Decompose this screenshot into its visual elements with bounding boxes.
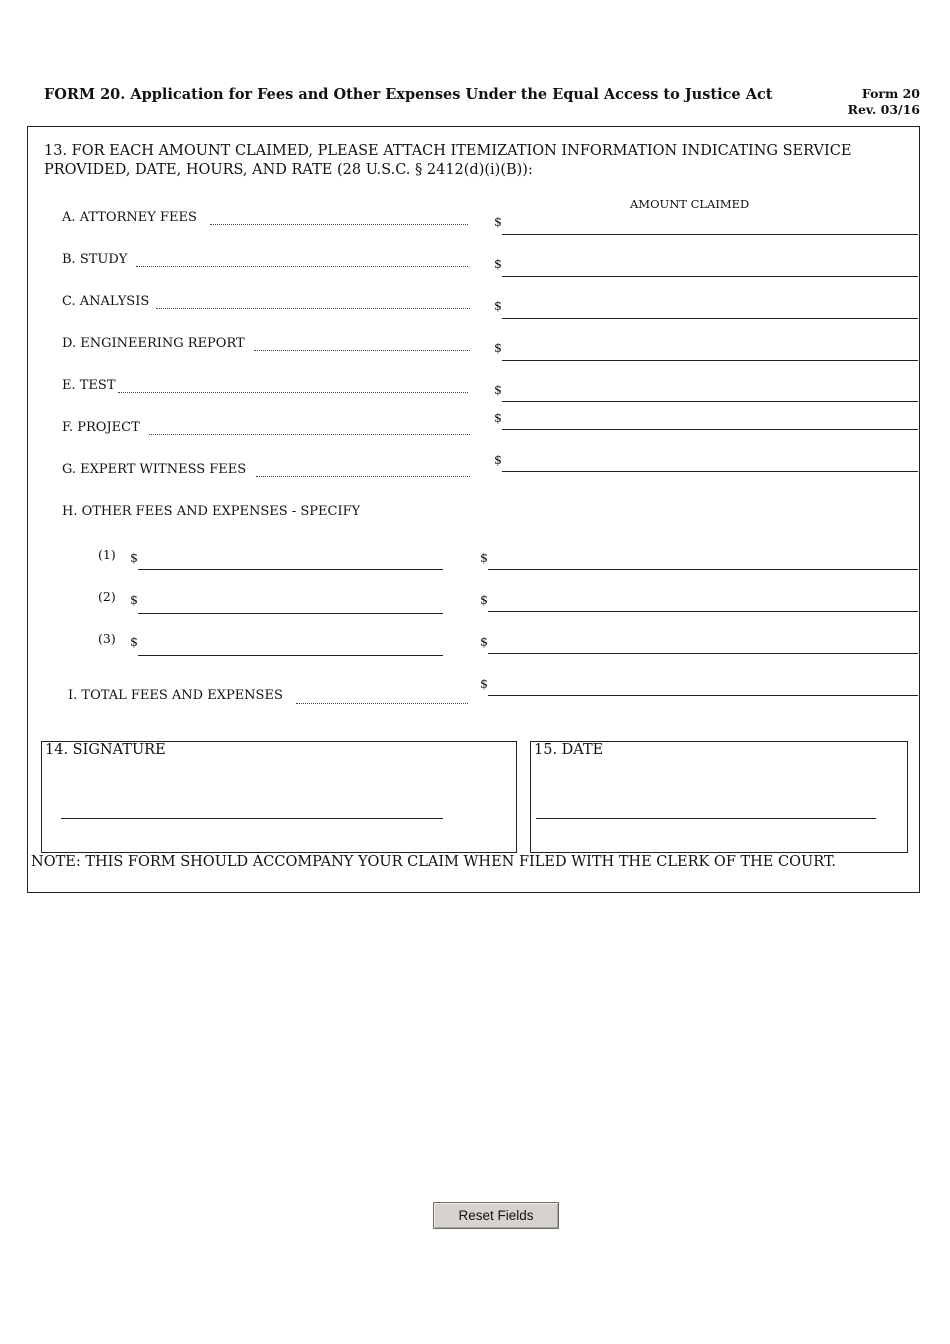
- attorney-fees-amount-field[interactable]: [502, 234, 918, 235]
- dollar-sign: $: [130, 634, 138, 649]
- dollar-sign: $: [130, 550, 138, 565]
- study-label: B. STUDY: [62, 252, 128, 267]
- leader-dots: [210, 223, 468, 225]
- other-item-number: (2): [98, 589, 116, 604]
- leader-dots: [118, 391, 468, 393]
- test-amount-field[interactable]: [502, 401, 918, 402]
- signature-field[interactable]: [61, 818, 443, 819]
- attorney-fees-label: A. ATTORNEY FEES: [62, 210, 197, 225]
- other-1-description-field[interactable]: [138, 569, 443, 570]
- dollar-sign: $: [494, 382, 502, 397]
- other-3-amount-field[interactable]: [488, 653, 918, 654]
- dollar-sign: $: [480, 634, 488, 649]
- other-item-number: (3): [98, 631, 116, 646]
- leader-dots: [254, 349, 470, 351]
- amount-claimed-header: AMOUNT CLAIMED: [630, 197, 750, 211]
- dollar-sign: $: [130, 592, 138, 607]
- engineering-report-amount-field[interactable]: [502, 360, 918, 361]
- form-revision: Rev. 03/16: [847, 102, 920, 117]
- other-2-description-field[interactable]: [138, 613, 443, 614]
- expert-witness-fees-label: G. EXPERT WITNESS FEES: [62, 462, 247, 477]
- dollar-sign: $: [494, 452, 502, 467]
- dollar-sign: $: [480, 550, 488, 565]
- filing-note: NOTE: THIS FORM SHOULD ACCOMPANY YOUR CLAIM WHEN FILED WITH THE CLERK OF THE COURT.: [31, 854, 837, 870]
- other-3-description-field[interactable]: [138, 655, 443, 656]
- dollar-sign: $: [494, 340, 502, 355]
- dollar-sign: $: [494, 214, 502, 229]
- analysis-amount-field[interactable]: [502, 318, 918, 319]
- form-revision-block: [848, 86, 920, 118]
- study-amount-field[interactable]: [502, 276, 918, 277]
- engineering-report-label: D. ENGINEERING REPORT: [62, 336, 245, 351]
- form-number: Form 20: [861, 86, 920, 101]
- other-2-amount-field[interactable]: [488, 611, 918, 612]
- dollar-sign: $: [480, 676, 488, 691]
- leader-dots: [136, 265, 468, 267]
- date-field[interactable]: [536, 818, 876, 819]
- leader-dots: [149, 433, 470, 435]
- reset-fields-button[interactable]: Reset Fields: [433, 1202, 559, 1229]
- leader-dots: [296, 702, 468, 704]
- dollar-sign: $: [480, 592, 488, 607]
- other-fees-label: H. OTHER FEES AND EXPENSES - SPECIFY: [62, 504, 361, 519]
- signature-label: 14. SIGNATURE: [45, 742, 166, 758]
- project-amount-field[interactable]: [502, 429, 918, 430]
- other-1-amount-field[interactable]: [488, 569, 918, 570]
- test-label: E. TEST: [62, 378, 116, 393]
- expert-witness-amount-field[interactable]: [502, 471, 918, 472]
- form-title: FORM 20. Application for Fees and Other Expenses Under the Equal Access to Justice Act: [44, 86, 773, 103]
- leader-dots: [156, 307, 470, 309]
- other-item-number: (1): [98, 547, 116, 562]
- dollar-sign: $: [494, 410, 502, 425]
- leader-dots: [256, 475, 470, 477]
- total-amount-field[interactable]: [488, 695, 918, 696]
- dollar-sign: $: [494, 298, 502, 313]
- date-label: 15. DATE: [534, 742, 604, 758]
- total-fees-label: I. TOTAL FEES AND EXPENSES: [68, 688, 283, 703]
- project-label: F. PROJECT: [62, 420, 140, 435]
- analysis-label: C. ANALYSIS: [62, 294, 150, 309]
- section-13-instructions: 13. FOR EACH AMOUNT CLAIMED, PLEASE ATTACH ITEMIZATION INFORMATION INDICATING SERVICE PROVIDED, DATE, HOURS, AND RATE (28 U.S.C. § 2412(d)(i)(B)):: [44, 143, 852, 178]
- dollar-sign: $: [494, 256, 502, 271]
